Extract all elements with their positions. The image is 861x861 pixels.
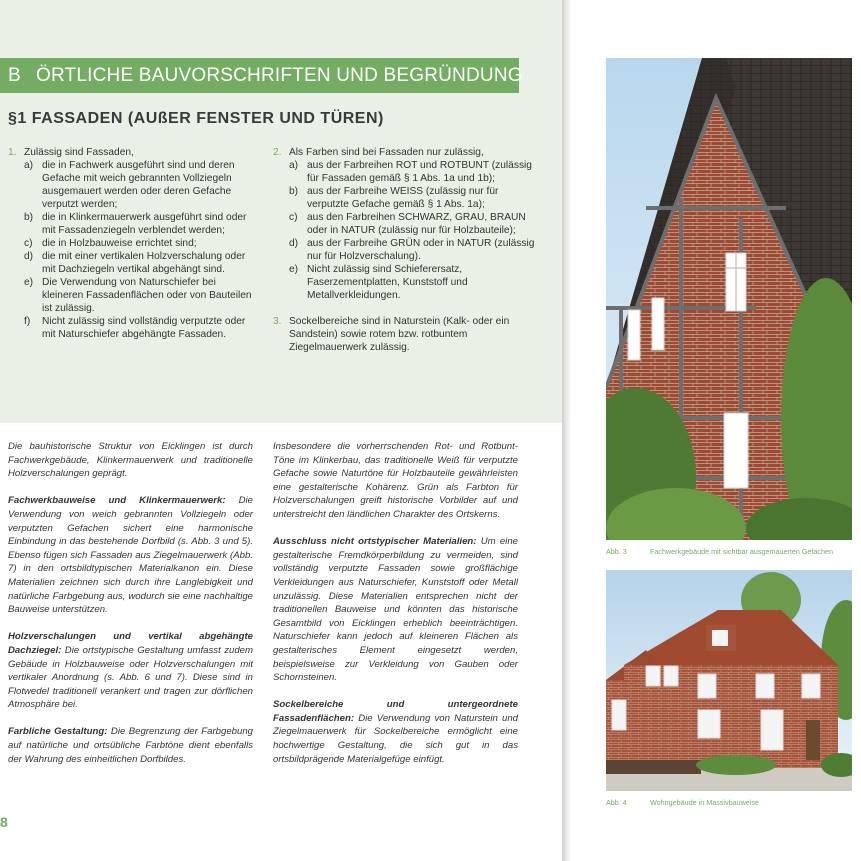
subitem-letter: b) (24, 212, 34, 223)
rule-subitem (24, 211, 258, 237)
paragraph-heading: Farbliche Gestaltung: (8, 726, 108, 738)
book-gutter (562, 0, 570, 861)
subsection-title: §1 FASSADEN (AUßER FENSTER UND TÜREN) (8, 110, 384, 127)
subitem-letter: d) (289, 238, 299, 249)
rule-subitem (289, 185, 535, 211)
subitem-letter: d) (24, 251, 34, 262)
rule-subitem (24, 276, 258, 315)
subitem-text: die mit einer vertikalen Holzverschalung oder mit Dachziegeln vertikal abgehängt sind. (42, 251, 246, 275)
figure-caption-text: Wohngebäude in Massivbauweise (650, 798, 759, 807)
spacer (273, 302, 535, 315)
figure-caption (606, 547, 856, 556)
rule-number: 2. (273, 147, 282, 158)
rule-subitem (24, 315, 258, 341)
subitem-letter: c) (289, 212, 298, 223)
paragraph (273, 698, 518, 766)
figure-label: Abb. 3 (606, 547, 627, 556)
subitem-letter: a) (289, 160, 299, 171)
subitem-letter: b) (289, 186, 299, 197)
photo-brick-house-image (606, 570, 852, 791)
subitem-text: Nicht zulässig sind vollständig verputzte oder mit Naturschiefer abgehängte Fassaden. (42, 316, 246, 340)
paragraph (8, 440, 253, 481)
rules-column-2 (273, 146, 535, 354)
figure-caption-text: Fachwerkgebäude mit sichtbar ausgemauerten Gefachen (650, 547, 833, 556)
section-letter: B (8, 65, 21, 86)
page-number: 8 (0, 814, 8, 830)
photo-half-timbered-house-image (606, 58, 852, 540)
paragraph-text: Die Verwendung von Naturstein und Ziegelmauerwerk für Sockelbereiche ermöglicht eine hochwertige Gestaltung, die sich gut in das ortsbildprägende Materialgefüge einfügt. (273, 712, 518, 765)
subitem-text: die in Klinkermauerwerk ausgeführt sind oder mit Fassadenziegeln verblendet werden; (42, 212, 247, 236)
subitem-text: Die Verwendung von Naturschiefer bei kleineren Fassadenflächen oder von Bauteilen ist zulässig. (42, 277, 252, 314)
figure-caption (606, 798, 856, 807)
rule-number: 3. (273, 316, 282, 327)
paragraph-text: Die Verwendung von weich gebrannten Vollziegeln oder verputzten Gefachen sichert eine harmonische Einbindung in das bestehende Dorfbild (s. Abb. 3 und 5). Ebenso fügen sich Fassaden aus Ziegelmauerwerk (Abb. 7) in den ortsbildtypischen Materialkanon ein. Diese Materialien zeichnen sich durch ihre Langlebigkeit und natürliche Farbgebung aus, wodurch sie eine nachhaltige Bauweise unterstützen. (8, 495, 253, 616)
subitem-text: aus der Farbreihen ROT und ROTBUNT (zulässig für Fassaden gemäß § 1 Abs. 1a und 1b); (307, 160, 532, 184)
rule-item-3 (273, 315, 535, 354)
subitem-text: aus den Farbreihen SCHWARZ, GRAU, BRAUN oder in NATUR (zulässig nur für Holzbauteile); (307, 212, 526, 236)
right-page (570, 0, 861, 861)
rule-subitem (289, 159, 535, 185)
rules-column-1 (8, 146, 258, 341)
paragraph (273, 535, 518, 685)
section-title: ÖRTLICHE BAUVORSCHRIFTEN UND BEGRÜNDUNG (36, 65, 523, 86)
subitem-text: die in Fachwerk ausgeführt sind und deren Gefache mit weich gebrannten Vollziegeln ausgemauert werden oder deren Gefache verputzt werden; (42, 160, 235, 210)
explanation-column-2 (273, 440, 518, 780)
rule-2-subitems (273, 159, 535, 302)
paragraph (8, 494, 253, 616)
paragraph-text: Die Begrenzung der Farbgebung auf natürliche und ortsübliche Farbtöne dient ebenfalls der Wahrung des einheitlichen Dorfbildes. (8, 726, 253, 765)
subitem-text: die in Holzbauweise errichtet sind; (42, 238, 197, 249)
rule-subitem (24, 237, 258, 250)
rule-text: Als Farben sind bei Fassaden nur zulässig, (289, 147, 484, 158)
rule-text: Sockelbereiche sind in Naturstein (Kalk- oder ein Sandstein) sowie rotem bzw. rotbuntem Ziegelmauerwerk zulässig. (289, 316, 510, 353)
rule-subitem (289, 211, 535, 237)
rule-1-subitems (8, 159, 258, 341)
subitem-letter: e) (289, 264, 299, 275)
paragraph-text: Um eine gestalterische Fremdkörperbildung zu vermeiden, sind vollständig verputzte Fassaden sowie großflächige Verkleidungen aus Naturschiefer, Kunststoff oder Metall unzulässig. Diese Materialien entsprechen nicht der traditionellen Bauweise und könnten das historische Gesamtbild von Eicklingen erheblich beeinträchtigen. Naturschiefer kann jedoch auf kleineren Flächen als gestalterisches Element eingesetzt werden, beispielsweise zur Verkleidung von Gauben oder Schornsteinen. (273, 536, 518, 684)
subitem-letter: c) (24, 238, 33, 249)
figure-label: Abb. 4 (606, 798, 627, 807)
paragraph-heading: Sockelbereiche und untergeordnete Fassadenflächen: (273, 699, 518, 724)
rule-item-1 (8, 146, 258, 159)
rule-subitem (24, 250, 258, 276)
explanation-column-1 (8, 440, 253, 780)
section-heading (0, 58, 523, 93)
photo-half-timbered-house (606, 58, 852, 540)
rule-subitem (289, 263, 535, 302)
photo-brick-house (606, 570, 852, 791)
subitem-text: aus der Farbreihe WEISS (zulässig nur für verputzte Gefache gemäß § 1 Abs. 1a); (307, 186, 499, 210)
paragraph (273, 440, 518, 522)
subitem-letter: e) (24, 277, 34, 288)
rule-number: 1. (8, 147, 17, 158)
paragraph-heading: Holzverschalungen und vertikal abgehängte Dachziegel: (8, 631, 253, 656)
paragraph-text: Die ortstypische Gestaltung umfasst zudem Gebäude in Holzbauweise oder Holzverschalungen mit vertikaler Anordnung (s. Abb. 6 und 7). Diese sind in Flotwedel traditionell verankert und tragen zur dörflichen Atmosphäre bei. (8, 644, 253, 711)
subitem-letter: a) (24, 160, 34, 171)
rule-subitem (24, 159, 258, 211)
paragraph-text: Insbesondere die vorherrschenden Rot- und Rotbunt-Töne im Klinkerbau, das traditionelle Weiß für verputzte Gefache sowie Naturtöne für Holzbauteile gewährleisten eine gestalterische Kohärenz. Grün als Farbton für Holzverschalungen greift historische Vorbilder auf und unterstreicht den ländlichen Charakter des Ortskerns. (273, 441, 518, 520)
paragraph (8, 630, 253, 712)
subitem-text: aus der Farbreihe GRÜN oder in NATUR (zulässig nur für Holzverschalung). (307, 238, 535, 262)
paragraph-heading: Ausschluss nicht ortstypischer Materialien: (273, 536, 477, 548)
paragraph-text: Die bauhistorische Struktur von Eicklingen ist durch Fachwerkgebäude, Klinkermauerwerk und traditionelle Holzverschalungen geprägt. (8, 441, 253, 480)
rule-subitem (289, 237, 535, 263)
rule-item-2 (273, 146, 535, 159)
rule-text: Zulässig sind Fassaden, (24, 147, 134, 158)
paragraph-heading: Fachwerkbauweise und Klinkermauerwerk: (8, 495, 226, 507)
paragraph (8, 725, 253, 766)
subitem-text: Nicht zulässig sind Schieferersatz, Faserzementplatten, Kunststoff und Metallverkleidungen. (307, 264, 468, 301)
subitem-letter: f) (24, 316, 31, 327)
